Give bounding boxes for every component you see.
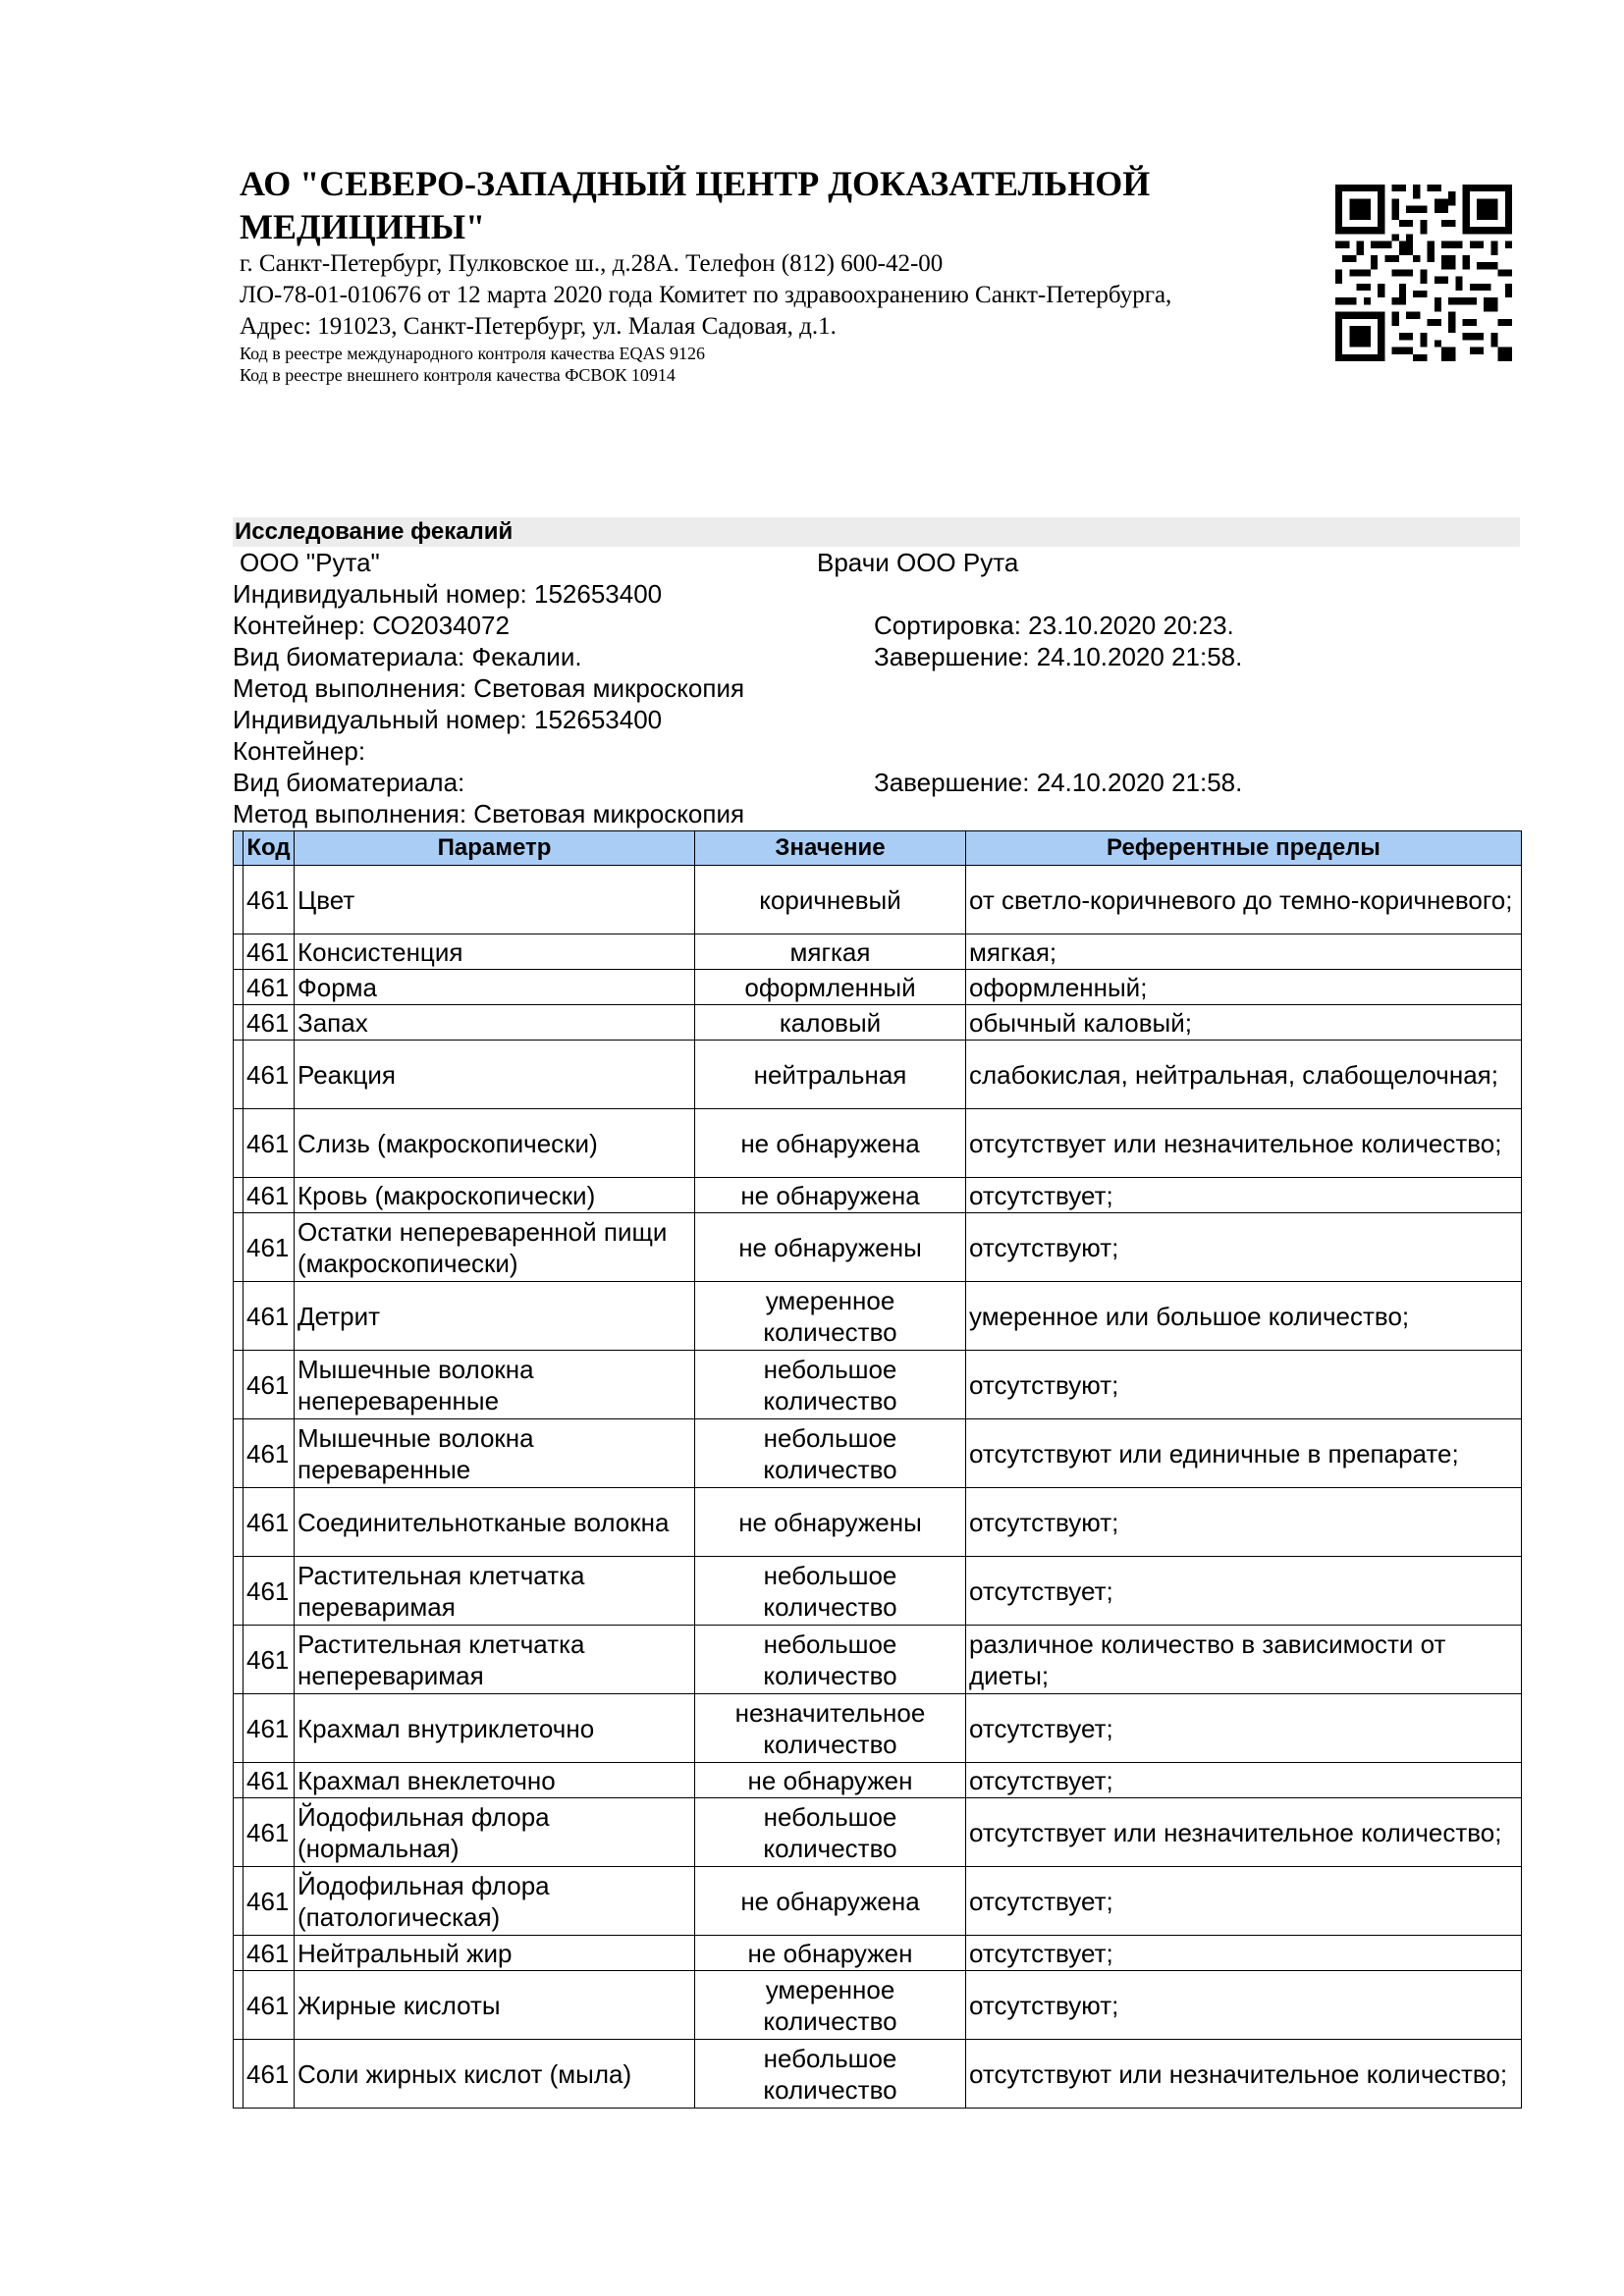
- row-param: Соли жирных кислот (мыла): [295, 2040, 695, 2109]
- row-ref: отсутствует;: [966, 1694, 1522, 1763]
- row-value: не обнаружены: [695, 1213, 966, 1282]
- completion-date-2: Завершение: 24.10.2020 21:58.: [874, 768, 1243, 797]
- row-param: Нейтральный жир: [295, 1936, 695, 1971]
- table-header-row: [234, 831, 1522, 866]
- row-ref: отсутствует или незначительное количество;: [966, 1109, 1522, 1178]
- org-name-line1: АО "СЕВЕРО-ЗАПАДНЫЙ ЦЕНТР ДОКАЗАТЕЛЬНОЙ: [240, 164, 1151, 203]
- row-ref: отсутствуют;: [966, 1488, 1522, 1557]
- doctor-name: Врачи ООО Рута: [817, 548, 1019, 577]
- row-code: 461: [244, 1867, 295, 1936]
- org-license: ЛО-78-01-010676 от 12 марта 2020 года Комитет по здравоохранению Санкт-Петербурга,: [240, 282, 1172, 308]
- row-gutter: [234, 970, 244, 1005]
- row-code: 461: [244, 1763, 295, 1798]
- row-ref: от светло-коричневого до темно-коричневого;: [966, 866, 1522, 934]
- row-code: 461: [244, 1109, 295, 1178]
- header-value: Значение: [695, 831, 966, 866]
- header-ref: Референтные пределы: [966, 831, 1522, 866]
- container-1: Контейнер: СО2034072: [233, 611, 510, 640]
- table-row: [234, 1488, 1522, 1557]
- row-value: нейтральная: [695, 1041, 966, 1109]
- row-ref: слабокислая, нейтральная, слабощелочная;: [966, 1041, 1522, 1109]
- fsvok-code: Код в реестре внешнего контроля качества ФСВОК 10914: [240, 365, 676, 385]
- row-code: 461: [244, 1488, 295, 1557]
- table-row: [234, 1936, 1522, 1971]
- row-param: Мышечные волокна непереваренные: [295, 1351, 695, 1419]
- row-code: 461: [244, 1419, 295, 1488]
- row-gutter: [234, 2040, 244, 2109]
- row-gutter: [234, 1763, 244, 1798]
- row-gutter: [234, 1419, 244, 1488]
- table-row: [234, 1178, 1522, 1213]
- row-ref: мягкая;: [966, 934, 1522, 970]
- row-value: незначительное количество: [695, 1694, 966, 1763]
- row-code: 461: [244, 1936, 295, 1971]
- row-gutter: [234, 1557, 244, 1626]
- study-title: Исследование фекалий: [233, 517, 1520, 547]
- row-gutter: [234, 934, 244, 970]
- row-ref: различное количество в зависимости от диеты;: [966, 1626, 1522, 1694]
- row-code: 461: [244, 1041, 295, 1109]
- client-name: ООО "Рута": [240, 548, 380, 577]
- row-gutter: [234, 1626, 244, 1694]
- row-param: Растительная клетчатка переваримая: [295, 1557, 695, 1626]
- row-value: не обнаружена: [695, 1178, 966, 1213]
- row-ref: умеренное или большое количество;: [966, 1282, 1522, 1351]
- row-value: умеренное количество: [695, 1971, 966, 2040]
- row-value: не обнаружена: [695, 1109, 966, 1178]
- table-row: [234, 2040, 1522, 2109]
- row-value: небольшое количество: [695, 1557, 966, 1626]
- table-row: [234, 1282, 1522, 1351]
- row-ref: обычный каловый;: [966, 1005, 1522, 1041]
- row-param: Запах: [295, 1005, 695, 1041]
- org-legal-address: Адрес: 191023, Санкт-Петербург, ул. Малая Садовая, д.1.: [240, 313, 837, 340]
- org-address: г. Санкт-Петербург, Пулковское ш., д.28А. Телефон (812) 600-42-00: [240, 250, 944, 277]
- row-ref: отсутствует;: [966, 1557, 1522, 1626]
- row-param: Консистенция: [295, 934, 695, 970]
- row-param: Детрит: [295, 1282, 695, 1351]
- results-table: [233, 830, 1522, 2109]
- row-code: 461: [244, 1282, 295, 1351]
- row-gutter: [234, 1971, 244, 2040]
- row-gutter: [234, 1213, 244, 1282]
- method-2: Метод выполнения: Световая микроскопия: [233, 799, 745, 828]
- row-code: 461: [244, 1626, 295, 1694]
- org-name-line2: МЕДИЦИНЫ": [240, 207, 486, 246]
- row-gutter: [234, 1694, 244, 1763]
- row-code: 461: [244, 1178, 295, 1213]
- study-section: [233, 517, 1520, 547]
- qr-code-icon: [1335, 185, 1512, 361]
- row-param: Растительная клетчатка непереваримая: [295, 1626, 695, 1694]
- biomaterial-1: Вид биоматериала: Фекалии.: [233, 642, 582, 671]
- row-gutter: [234, 1282, 244, 1351]
- row-value: небольшое количество: [695, 1351, 966, 1419]
- row-gutter: [234, 1351, 244, 1419]
- row-param: Кровь (макроскопически): [295, 1178, 695, 1213]
- table-row: [234, 934, 1522, 970]
- row-code: 461: [244, 1798, 295, 1867]
- eqas-code: Код в реестре международного контроля качества EQAS 9126: [240, 344, 705, 363]
- table-row: [234, 1351, 1522, 1419]
- row-value: не обнаружен: [695, 1936, 966, 1971]
- row-value: небольшое количество: [695, 1419, 966, 1488]
- row-ref: оформленный;: [966, 970, 1522, 1005]
- row-code: 461: [244, 1213, 295, 1282]
- individual-number-2: Индивидуальный номер: 152653400: [233, 705, 663, 734]
- row-value: оформленный: [695, 970, 966, 1005]
- row-ref: отсутствуют или единичные в препарате;: [966, 1419, 1522, 1488]
- row-ref: отсутствует;: [966, 1867, 1522, 1936]
- row-param: Остатки непереваренной пищи (макроскопически): [295, 1213, 695, 1282]
- table-row: [234, 866, 1522, 934]
- row-gutter: [234, 1936, 244, 1971]
- table-row: [234, 1971, 1522, 2040]
- header-param: Параметр: [295, 831, 695, 866]
- row-ref: отсутствует;: [966, 1763, 1522, 1798]
- row-param: Соединительнотканые волокна: [295, 1488, 695, 1557]
- individual-number-1: Индивидуальный номер: 152653400: [233, 579, 663, 609]
- row-param: Йодофильная флора (нормальная): [295, 1798, 695, 1867]
- row-ref: отсутствует;: [966, 1178, 1522, 1213]
- table-row: [234, 1867, 1522, 1936]
- row-value: коричневый: [695, 866, 966, 934]
- row-param: Слизь (макроскопически): [295, 1109, 695, 1178]
- row-ref: отсутствуют;: [966, 1351, 1522, 1419]
- row-code: 461: [244, 1971, 295, 2040]
- row-value: небольшое количество: [695, 2040, 966, 2109]
- method-1: Метод выполнения: Световая микроскопия: [233, 673, 745, 703]
- row-gutter: [234, 1041, 244, 1109]
- row-value: не обнаружена: [695, 1867, 966, 1936]
- table-row: [234, 1005, 1522, 1041]
- row-code: 461: [244, 2040, 295, 2109]
- row-code: 461: [244, 934, 295, 970]
- lab-header: [240, 162, 1310, 386]
- row-gutter: [234, 1178, 244, 1213]
- sorting-date: Сортировка: 23.10.2020 20:23.: [874, 611, 1234, 640]
- row-ref: отсутствует;: [966, 1936, 1522, 1971]
- row-param: Форма: [295, 970, 695, 1005]
- row-value: небольшое количество: [695, 1626, 966, 1694]
- row-code: 461: [244, 866, 295, 934]
- row-value: мягкая: [695, 934, 966, 970]
- table-row: [234, 1419, 1522, 1488]
- row-param: Мышечные волокна переваренные: [295, 1419, 695, 1488]
- row-value: не обнаружены: [695, 1488, 966, 1557]
- row-gutter: [234, 1867, 244, 1936]
- row-gutter: [234, 1109, 244, 1178]
- row-ref: отсутствуют или незначительное количество;: [966, 2040, 1522, 2109]
- header-gutter: [234, 831, 244, 866]
- table-row: [234, 1109, 1522, 1178]
- row-gutter: [234, 1798, 244, 1867]
- table-row: [234, 1626, 1522, 1694]
- row-value: не обнаружен: [695, 1763, 966, 1798]
- row-value: небольшое количество: [695, 1798, 966, 1867]
- row-param: Крахмал внеклеточно: [295, 1763, 695, 1798]
- row-code: 461: [244, 1694, 295, 1763]
- table-row: [234, 970, 1522, 1005]
- table-row: [234, 1763, 1522, 1798]
- row-param: Жирные кислоты: [295, 1971, 695, 2040]
- row-code: 461: [244, 1351, 295, 1419]
- table-row: [234, 1694, 1522, 1763]
- biomaterial-2: Вид биоматериала:: [233, 768, 465, 797]
- row-gutter: [234, 1488, 244, 1557]
- row-ref: отсутствуют;: [966, 1971, 1522, 2040]
- row-param: Крахмал внутриклеточно: [295, 1694, 695, 1763]
- row-value: умеренное количество: [695, 1282, 966, 1351]
- container-2: Контейнер:: [233, 736, 366, 766]
- table-row: [234, 1557, 1522, 1626]
- row-gutter: [234, 1005, 244, 1041]
- row-param: Реакция: [295, 1041, 695, 1109]
- table-row: [234, 1213, 1522, 1282]
- row-param: Цвет: [295, 866, 695, 934]
- row-ref: отсутствует или незначительное количество;: [966, 1798, 1522, 1867]
- row-value: каловый: [695, 1005, 966, 1041]
- table-row: [234, 1041, 1522, 1109]
- row-gutter: [234, 866, 244, 934]
- completion-date-1: Завершение: 24.10.2020 21:58.: [874, 642, 1243, 671]
- header-code: Код: [244, 831, 295, 866]
- row-param: Йодофильная флора (патологическая): [295, 1867, 695, 1936]
- row-code: 461: [244, 1557, 295, 1626]
- table-row: [234, 1798, 1522, 1867]
- row-code: 461: [244, 1005, 295, 1041]
- row-ref: отсутствуют;: [966, 1213, 1522, 1282]
- row-code: 461: [244, 970, 295, 1005]
